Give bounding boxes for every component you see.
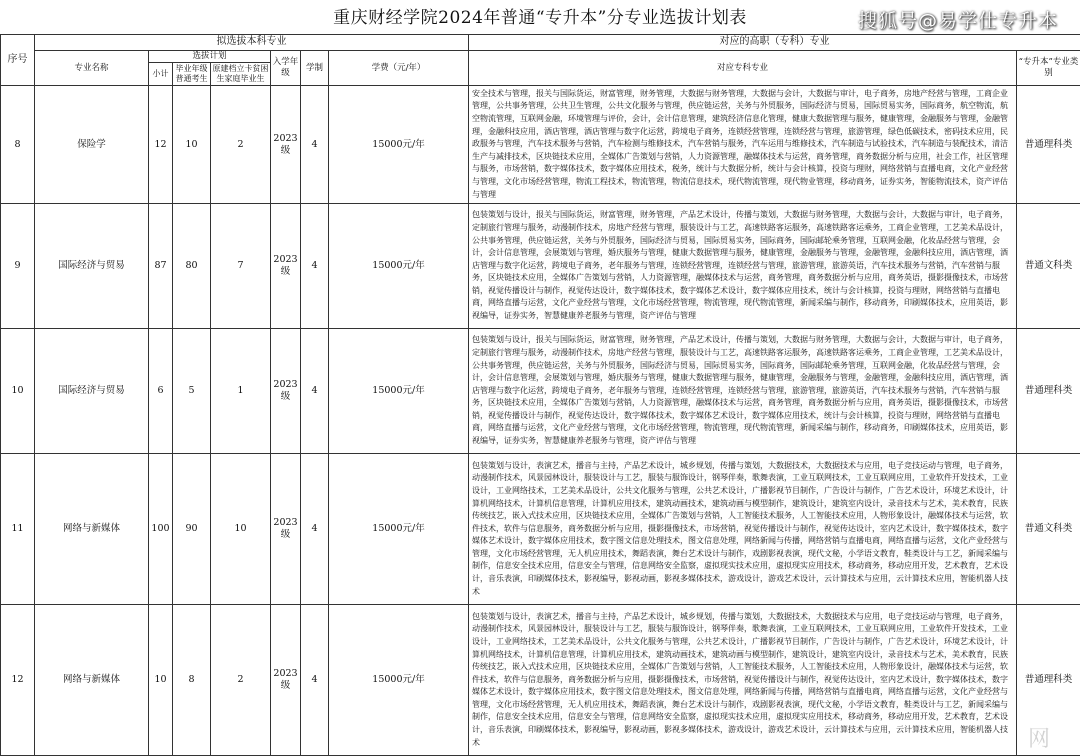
row-tuition: 15000元/年 xyxy=(329,329,469,454)
row-duration: 4 xyxy=(301,605,329,756)
selection-plan-table xyxy=(0,34,1080,756)
table-row xyxy=(1,605,1080,756)
row-vocational-majors: 包装策划与设计，报关与国际货运，财富管理，财务管理，产品艺术设计，传播与策划，大数据与财务管理，大数据与会计，大数据与审计，电子商务，定制旅行管理与服务，动漫制作技术，房地产经营与管理，服装设计与工艺，高速铁路客运服务，高速铁路客运乘务，工商企业管理，工艺美术品设计，公共事务管理，供应链运营，关务与外贸服务，国际经济与贸易，国际贸易实务，国际商务，国际邮轮乘务管理，互联网金融，化妆品经营与管理，会计，会计信息管理，会展策划与管理，婚庆服务与管理，健康大数据管理与服务，健康管理，金融服务与管理，金融管理，金融科技应用，酒店管理，酒店管理与数字化运营，跨境电子商务，老年服务与管理，连锁经营管理，连锁经营与管理，旅游管理，旅游英语，汽车技术服务与营销，汽车营销与服务，区块链技术应用，全媒体广告策划与营销，人力资源管理，融媒体技术与运营，商务管理，商务数据分析与应用，商务英语，摄影摄像技术，市场营销，视觉传播设计与制作，视觉传达设计，数字媒体技术，数字媒体艺术设计，数字媒体应用技术，统计与会计核算，投资与理财，网络营销与直播电商，网络直播与运营，文化产业经营与管理，文化市场经营管理，物流管理，现代物流管理，新闻采编与制作，移动商务，印刷媒体技术，应用英语，影视编导，证券实务，智慧健康养老服务与管理，资产评估与管理 xyxy=(469,329,1017,454)
row-seq: 8 xyxy=(1,86,35,204)
row-duration: 4 xyxy=(301,454,329,605)
header-grad-year: 毕业年级普通考生 xyxy=(173,63,211,86)
header-poverty: 原建档立卡贫困生家庭毕业生 xyxy=(211,63,271,86)
row-major: 保险学 xyxy=(35,86,149,204)
header-tuition: 学费（元/年） xyxy=(329,51,469,86)
row-duration: 4 xyxy=(301,329,329,454)
row-poverty: 1 xyxy=(211,329,271,454)
row-category: 普通理科类 xyxy=(1017,329,1080,454)
table-row xyxy=(1,454,1080,605)
row-major: 网络与新媒体 xyxy=(35,605,149,756)
row-category: 普通理科类 xyxy=(1017,605,1080,756)
row-seq: 10 xyxy=(1,329,35,454)
row-grad: 90 xyxy=(173,454,211,605)
row-grad: 8 xyxy=(173,605,211,756)
row-subtotal: 100 xyxy=(149,454,173,605)
row-poverty: 10 xyxy=(211,454,271,605)
row-grad: 5 xyxy=(173,329,211,454)
row-enroll: 2023级 xyxy=(271,204,301,329)
header-category: “专升本”专业类别 xyxy=(1017,51,1080,86)
header-vocational-group: 对应的高职（专科）专业 xyxy=(469,35,1080,51)
row-subtotal: 12 xyxy=(149,86,173,204)
corner-watermark: 网 xyxy=(1028,722,1050,753)
row-major: 国际经济与贸易 xyxy=(35,329,149,454)
row-poverty: 2 xyxy=(211,605,271,756)
table-row xyxy=(1,329,1080,454)
header-undergrad-group: 拟选拔本科专业 xyxy=(35,35,469,51)
row-duration: 4 xyxy=(301,204,329,329)
row-category: 普通文科类 xyxy=(1017,204,1080,329)
row-vocational-majors: 包装策划与设计，表演艺术，播音与主持，产品艺术设计，城乡规划，传播与策划，大数据技术，大数据技术与应用，电子竞技运动与管理，电子商务，动漫制作技术，风景园林设计，服装设计与工艺，服装与服饰设计，钢琴伴奏，歌舞表演，工业互联网技术，工业互联网应用，工业软件开发技术，工业设计，工业网络技术，工艺美术品设计，公共文化服务与管理，公共艺术设计，广播影视节目制作，广告设计与制作，广告艺术设计，环境艺术设计，计算机网络技术，计算机信息管理，计算机应用技术，建筑动画技术，建筑动画与模型制作，建筑设计，建筑室内设计，录音技术与艺术，美术教育，民族传统技艺，嵌入式技术应用，区块链技术应用，全媒体广告策划与营销，人工智能技术服务，人工智能技术应用，人物形象设计，融媒体技术与运营，软件技术，软件与信息服务，商务数据分析与应用，摄影摄像技术，市场营销，视觉传播设计与制作，视觉传达设计，室内艺术设计，数字媒体技术，数字媒体艺术设计，数字媒体应用技术，数字图文信息处理技术，图文信息处理，网络新闻与传播，网络营销与直播电商，网络直播与运营，文化产业经营与管理，文化市场经营管理，无人机应用技术，舞蹈表演，舞台艺术设计与制作，戏剧影视表演，现代文秘，小学语文教育，鞋类设计与工艺，新闻采编与制作，信息安全技术应用，信息安全与管理，信息网络安全监察，虚拟现实技术应用，虚拟现实应用技术，移动商务，移动应用开发，艺术教育，艺术设计，音乐表演，印刷媒体技术，影视编导，影视动画，影视多媒体技术，游戏设计，游戏艺术设计，云计算技术与应用，云计算技术应用，智能机器人技术 xyxy=(469,454,1017,605)
source-watermark: 搜狐号@易学仕专升本 xyxy=(858,6,1058,33)
row-tuition: 15000元/年 xyxy=(329,86,469,204)
row-seq: 11 xyxy=(1,454,35,605)
row-enroll: 2023级 xyxy=(271,454,301,605)
row-major: 国际经济与贸易 xyxy=(35,204,149,329)
row-tuition: 15000元/年 xyxy=(329,454,469,605)
header-seq: 序号 xyxy=(1,35,35,86)
row-subtotal: 87 xyxy=(149,204,173,329)
header-vocational-majors: 对应专科专业 xyxy=(469,51,1017,86)
row-subtotal: 6 xyxy=(149,329,173,454)
table-row xyxy=(1,204,1080,329)
row-vocational-majors: 包装策划与设计，报关与国际货运，财富管理，财务管理，产品艺术设计，传播与策划，大数据与财务管理，大数据与会计，大数据与审计，电子商务，定制旅行管理与服务，动漫制作技术，房地产经营与管理，服装设计与工艺，高速铁路客运服务，高速铁路客运乘务，工商企业管理，工艺美术品设计，公共事务管理，供应链运营，关务与外贸服务，国际经济与贸易，国际贸易实务，国际商务，国际邮轮乘务管理，互联网金融，化妆品经营与管理，会计，会计信息管理，会展策划与管理，婚庆服务与管理，健康大数据管理与服务，健康管理，金融服务与管理，金融管理，金融科技应用，酒店管理，酒店管理与数字化运营，跨境电子商务，老年服务与管理，连锁经营管理，连锁经营与管理，旅游管理，旅游英语，汽车技术服务与营销，汽车营销与服务，区块链技术应用，全媒体广告策划与营销，人力资源管理，融媒体技术与运营，商务管理，商务数据分析与应用，商务英语，摄影摄像技术，市场营销，视觉传播设计与制作，视觉传达设计，数字媒体技术，数字媒体艺术设计，数字媒体应用技术，统计与会计核算，投资与理财，网络营销与直播电商，网络直播与运营，文化产业经营与管理，文化市场经营管理，物流管理，现代物流管理，新闻采编与制作，移动商务，印刷媒体技术，应用英语，影视编导，证券实务，智慧健康养老服务与管理，资产评估与管理 xyxy=(469,204,1017,329)
row-category: 普通文科类 xyxy=(1017,454,1080,605)
header-subtotal: 小计 xyxy=(149,63,173,86)
row-enroll: 2023级 xyxy=(271,86,301,204)
row-category: 普通理科类 xyxy=(1017,86,1080,204)
row-duration: 4 xyxy=(301,86,329,204)
row-major: 网络与新媒体 xyxy=(35,454,149,605)
row-seq: 9 xyxy=(1,204,35,329)
row-subtotal: 10 xyxy=(149,605,173,756)
row-poverty: 7 xyxy=(211,204,271,329)
page-title: 重庆财经学院2024年普通“专升本”分专业选拔计划表 xyxy=(0,0,1080,36)
row-poverty: 2 xyxy=(211,86,271,204)
row-seq: 12 xyxy=(1,605,35,756)
row-grad: 80 xyxy=(173,204,211,329)
row-grad: 10 xyxy=(173,86,211,204)
table-row xyxy=(1,86,1080,204)
row-enroll: 2023级 xyxy=(271,605,301,756)
row-tuition: 15000元/年 xyxy=(329,605,469,756)
header-duration: 学制 xyxy=(301,51,329,86)
header-major-name: 专业名称 xyxy=(35,51,149,86)
row-vocational-majors: 包装策划与设计，表演艺术，播音与主持，产品艺术设计，城乡规划，传播与策划，大数据技术，大数据技术与应用，电子竞技运动与管理，电子商务，动漫制作技术，风景园林设计，服装设计与工艺，服装与服饰设计，钢琴伴奏，歌舞表演，工业互联网技术，工业互联网应用，工业软件开发技术，工业设计，工业网络技术，工艺美术品设计，公共文化服务与管理，公共艺术设计，广播影视节目制作，广告设计与制作，广告艺术设计，环境艺术设计，计算机网络技术，计算机信息管理，计算机应用技术，建筑动画技术，建筑动画与模型制作，建筑设计，建筑室内设计，录音技术与艺术，美术教育，民族传统技艺，嵌入式技术应用，区块链技术应用，全媒体广告策划与营销，人工智能技术服务，人工智能技术应用，人物形象设计，融媒体技术与运营，软件技术，软件与信息服务，商务数据分析与应用，摄影摄像技术，市场营销，视觉传播设计与制作，视觉传达设计，室内艺术设计，数字媒体技术，数字媒体艺术设计，数字媒体应用技术，数字图文信息处理技术，图文信息处理，网络新闻与传播，网络营销与直播电商，网络直播与运营，文化产业经营与管理，文化市场经营管理，无人机应用技术，舞蹈表演，舞台艺术设计与制作，戏剧影视表演，现代文秘，小学语文教育，鞋类设计与工艺，新闻采编与制作，信息安全技术应用，信息安全与管理，信息网络安全监察，虚拟现实技术应用，虚拟现实应用技术，移动商务，移动应用开发，艺术教育，艺术设计，音乐表演，印刷媒体技术，影视编导，影视动画，影视多媒体技术，游戏设计，游戏艺术设计，云计算技术与应用，云计算技术应用，智能机器人技术 xyxy=(469,605,1017,756)
row-vocational-majors: 安全技术与管理，报关与国际货运，财富管理，财务管理，大数据与财务管理，大数据与会计，大数据与审计，电子商务，房地产经营与管理，工商企业管理，公共事务管理，公共卫生管理，公共文化服务与管理，供应链运营，关务与外贸服务，国际经济与贸易，国际贸易实务，国际商务，航空物流，航空物流管理，互联网金融，环境管理与评价，会计，会计信息管理，建筑经济信息化管理，健康大数据管理与服务，健康管理，金融服务与管理，金融管理，金融科技应用，酒店管理，酒店管理与数字化运营，跨境电子商务，连锁经营管理，连锁经营与管理，旅游管理，绿色低碳技术，密码技术应用，民政服务与管理，汽车技术服务与营销，汽车检测与维修技术，汽车营销与服务，汽车运用与维修技术，汽车制造与试验技术，汽车制造与装配技术，清洁生产与减排技术，区块链技术应用，全媒体广告策划与营销，人力资源管理，融媒体技术与运营，商务管理，商务数据分析与应用，社会工作，社区管理与服务，市场营销，数字媒体技术，数字媒体应用技术，税务，统计与大数据分析，统计与会计核算，投资与理财，网络营销与直播电商，文化产业经营与管理，文化市场经营管理，物流工程技术，物流管理，物流信息技术，现代物流管理，现代物业管理，移动商务，证券实务，智能物流技术，资产评估与管理 xyxy=(469,86,1017,204)
row-tuition: 15000元/年 xyxy=(329,204,469,329)
header-plan-group: 选拔计划 xyxy=(149,51,271,63)
header-enroll-year: 入学年级 xyxy=(271,51,301,86)
row-enroll: 2023级 xyxy=(271,329,301,454)
